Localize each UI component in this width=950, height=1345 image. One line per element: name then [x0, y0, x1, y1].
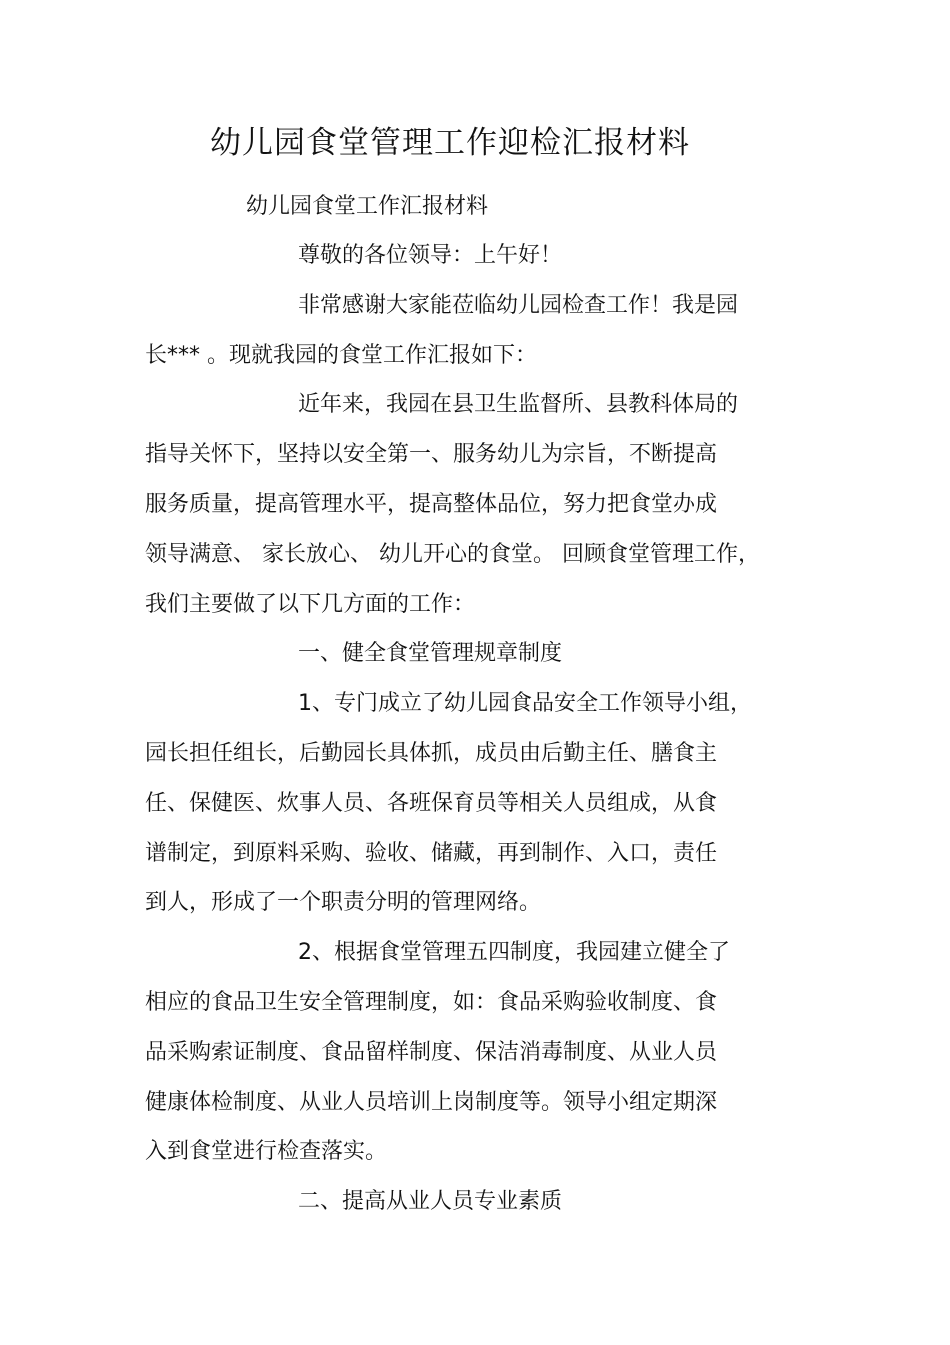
- paragraph-line: 入到食堂进行检查落实。: [145, 1139, 388, 1165]
- paragraph-line: 长*** 。现就我园的食堂工作汇报如下：: [145, 342, 537, 368]
- paragraph-line: 任、保健医、炊事人员、各班保育员等相关人员组成，从食: [145, 790, 718, 816]
- section-heading: 二、提高从业人员专业素质: [298, 1189, 563, 1215]
- paragraph-line: 品采购索证制度、食品留样制度、保洁消毒制度、从业人员: [145, 1039, 718, 1065]
- paragraph-line: 到人，形成了一个职责分明的管理网络。: [145, 890, 542, 916]
- paragraph-line: 2、根据食堂管理五四制度，我园建立健全了: [298, 940, 730, 966]
- paragraph-line: 健康体检制度、从业人员培训上岗制度等。领导小组定期深: [145, 1089, 718, 1115]
- paragraph-line: 我们主要做了以下几方面的工作：: [145, 591, 476, 617]
- paragraph-line: 服务质量，提高管理水平，提高整体品位，努力把食堂办成: [145, 491, 718, 517]
- paragraph-line: 指导关怀下，坚持以安全第一、服务幼儿为宗旨，不断提高: [145, 442, 718, 468]
- paragraph-line: 1、专门成立了幼儿园食品安全工作领导小组，: [298, 691, 752, 717]
- document-subtitle: 幼儿园食堂工作汇报材料: [246, 194, 489, 219]
- paragraph-line: 近年来，我园在县卫生监督所、县教科体局的: [298, 392, 739, 418]
- paragraph-line: 领导满意、 家长放心、 幼儿开心的食堂。 回顾食堂管理工作，: [145, 541, 760, 567]
- section-heading: 一、健全食堂管理规章制度: [298, 641, 563, 667]
- greeting-line: 尊敬的各位领导：上午好！: [298, 243, 563, 268]
- document-title: 幼儿园食堂管理工作迎检汇报材料: [210, 125, 690, 161]
- document-body: [145, 236, 770, 1232]
- paragraph-line: 相应的食品卫生安全管理制度，如：食品采购验收制度、食: [145, 989, 718, 1015]
- paragraph-line: 非常感谢大家能莅临幼儿园检查工作！我是园: [298, 292, 739, 318]
- paragraph-line: 谱制定，到原料采购、验收、储藏，再到制作、入口，责任: [145, 840, 718, 866]
- paragraph-line: 园长担任组长，后勤园长具体抓，成员由后勤主任、膳食主: [145, 740, 718, 766]
